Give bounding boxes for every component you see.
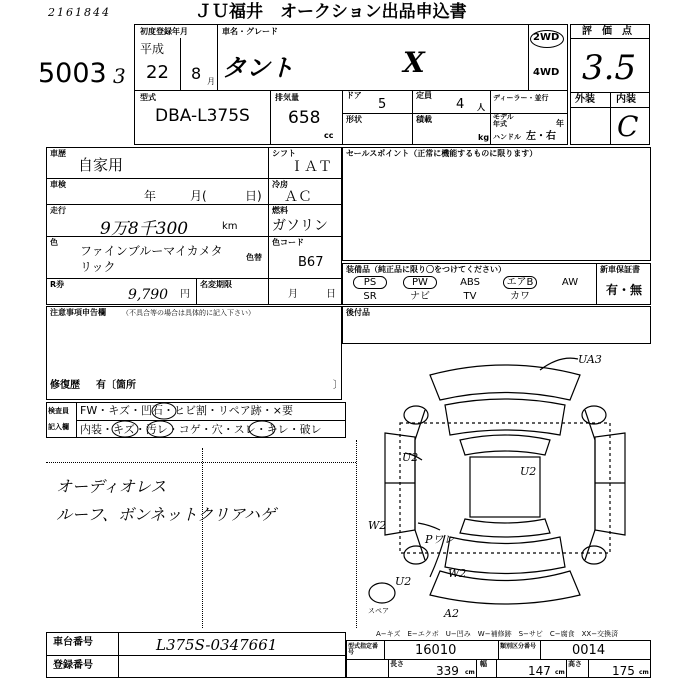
mark-u2-center: U2 xyxy=(520,465,537,478)
fuel-label: 燃料 xyxy=(272,206,288,215)
shape-label: 形状 xyxy=(346,115,362,124)
handwritten-line-2: ルーフ、ボンネットクリアハゲ xyxy=(56,505,276,524)
grade-score: 3.5 xyxy=(582,48,637,88)
repair-value: 有〔箇所 xyxy=(96,380,136,391)
after-install-label: 後付品 xyxy=(346,308,370,317)
name-grade-label: 車名・グレード xyxy=(222,27,278,36)
mark-u2-left: U2 xyxy=(402,451,419,464)
sales-point-label: セールスポイント（正常に機能するものに限ります） xyxy=(346,149,538,158)
equip-ps: PS xyxy=(363,277,377,288)
mileage-label: 走行 xyxy=(50,206,66,215)
recycle-value: 9,790 xyxy=(128,287,169,303)
first-reg-month-unit: 月 xyxy=(207,77,215,86)
mileage-unit: km xyxy=(222,221,238,232)
form-title: ＪＵ福井 オークション出品申込書 xyxy=(195,2,467,22)
shift-value: ＩＡＴ xyxy=(290,159,332,175)
length-label: 長さ xyxy=(390,660,404,668)
car-name: タント xyxy=(222,53,294,82)
doors-value: 5 xyxy=(378,97,387,112)
history-value: 自家用 xyxy=(78,156,124,174)
displacement-value: 658 xyxy=(288,108,321,128)
mark-w2-rear: W2 xyxy=(448,567,467,580)
serial-number: 2161844 xyxy=(48,6,111,19)
model-year-unit: 年 xyxy=(556,119,564,128)
exterior-label: 外装 xyxy=(575,94,595,105)
first-reg-year: 22 xyxy=(146,62,169,83)
repair-label: 修復歴 xyxy=(50,380,80,391)
car-damage-diagram xyxy=(360,345,650,630)
capacity-label: 定員 xyxy=(416,91,432,100)
name-change-label: 名変期限 xyxy=(200,280,232,289)
chassis-label: 車台番号 xyxy=(53,637,93,648)
check-label-1: 検査員 xyxy=(48,407,69,415)
color-line-1: ファインブルーマイカメタ xyxy=(80,244,223,258)
mark-w2-left: W2 xyxy=(368,519,387,532)
load-unit: kg xyxy=(478,133,490,142)
registration-label: 登録番号 xyxy=(53,660,93,671)
doors-label: ドア xyxy=(346,91,362,100)
lot-suffix: 3 xyxy=(113,64,126,88)
designation-value: 16010 xyxy=(415,643,457,658)
drive-4wd: 4WD xyxy=(533,67,560,78)
equip-navi: ナビ xyxy=(410,291,430,302)
mark-u2-spare: U2 xyxy=(395,575,412,588)
dealer-label: ディーラー・並行 xyxy=(493,94,549,102)
equipment-label: 装備品（純正品に限り〇をつけてください） xyxy=(346,265,506,274)
equip-leather: カワ xyxy=(510,291,530,302)
capacity-value: 4 xyxy=(456,97,465,112)
equip-tv: TV xyxy=(463,291,477,302)
model-label: 型式 xyxy=(140,93,156,102)
first-reg-era: 平成 xyxy=(140,42,165,56)
shift-label: シフト xyxy=(272,149,296,158)
color-code-label: 色コード xyxy=(272,238,304,247)
damage-legend: A−キズ E−エクボ U−凹み W−補修跡 S−サビ C−腐食 XX−交換済 xyxy=(376,630,619,638)
spare-label: スペア xyxy=(368,607,389,615)
load-label: 積載 xyxy=(416,115,432,124)
warranty-value: 有・無 xyxy=(606,283,643,297)
model-year-label: モデル年式 xyxy=(493,113,514,128)
drive-2wd: 2WD xyxy=(533,32,560,43)
first-reg-label: 初度登録年月 xyxy=(140,27,188,36)
ac-label: 冷房 xyxy=(272,180,288,189)
mark-ua3: UA3 xyxy=(578,353,602,366)
color-line-2: リック xyxy=(80,260,116,274)
name-change-month: 月 xyxy=(288,289,298,300)
check-row-1: FW・キズ・凹石・ヒビ割・リペア跡・×要 xyxy=(80,404,293,417)
height-value: 175 xyxy=(612,664,635,678)
check-label-2: 記入欄 xyxy=(48,423,69,431)
length-value: 339 xyxy=(436,664,459,678)
ac-value: ＡＣ xyxy=(284,189,312,205)
capacity-unit: 人 xyxy=(477,103,485,112)
equip-airbag: エアB xyxy=(506,277,534,288)
displacement-label: 排気量 xyxy=(275,93,299,102)
car-grade: X xyxy=(403,46,425,79)
color-code-value: B67 xyxy=(298,255,324,270)
recycle-unit: 円 xyxy=(180,289,190,300)
model-value: DBA-L375S xyxy=(155,106,250,126)
repair-close: 〕 xyxy=(333,380,343,391)
handle-value: 左・右 xyxy=(526,131,556,142)
inspection-day: 日) xyxy=(245,189,262,203)
mark-p-crack: Pワレ xyxy=(425,533,455,546)
chassis-value: L375S-0347661 xyxy=(156,636,278,654)
inspection-month: 月( xyxy=(190,189,207,203)
grade-label: 評 価 点 xyxy=(582,26,632,37)
category-value: 0014 xyxy=(572,643,606,658)
designation-label: 型式指定番号 xyxy=(348,643,379,656)
inspection-year: 年 xyxy=(144,189,157,203)
notes-label: 注意事項申告欄 xyxy=(50,308,106,317)
handwritten-line-1: オーディオレス xyxy=(56,477,167,496)
category-label: 類別区分番号 xyxy=(500,643,537,650)
history-label: 車歴 xyxy=(50,149,66,158)
lot-number: 5003 xyxy=(38,58,107,89)
equip-sr: SR xyxy=(363,291,377,302)
color-change-label: 色替 xyxy=(246,253,262,262)
notes-sub: （不具合等の場合は具体的に記入下さい） xyxy=(122,309,255,317)
displacement-unit: cc xyxy=(324,131,334,140)
color-label: 色 xyxy=(50,238,58,247)
equip-aw: AW xyxy=(561,277,579,288)
height-unit: cm xyxy=(639,669,649,676)
warranty-label: 新車保証書 xyxy=(600,265,640,274)
first-reg-month: 8 xyxy=(191,64,202,83)
length-unit: cm xyxy=(465,669,475,676)
height-label: 高さ xyxy=(568,660,582,668)
interior-label: 内装 xyxy=(616,94,636,105)
equip-pw: PW xyxy=(412,277,428,288)
name-change-day: 日 xyxy=(326,289,336,300)
fuel-value: ガソリン xyxy=(272,218,328,234)
handle-label: ハンドル xyxy=(493,133,521,141)
width-value: 147 xyxy=(528,664,551,678)
inspection-label: 車検 xyxy=(50,180,66,189)
equip-abs: ABS xyxy=(460,277,480,288)
check-row-2: 内装・キズ・汚レ・コゲ・穴・スレ・キレ・破レ xyxy=(80,423,322,436)
width-label: 幅 xyxy=(480,660,487,668)
recycle-label: R券 xyxy=(50,280,65,289)
mileage-value: 9万8千300 xyxy=(100,219,189,239)
mark-a2: A2 xyxy=(444,607,459,620)
width-unit: cm xyxy=(555,669,565,676)
interior-grade: C xyxy=(617,110,639,143)
